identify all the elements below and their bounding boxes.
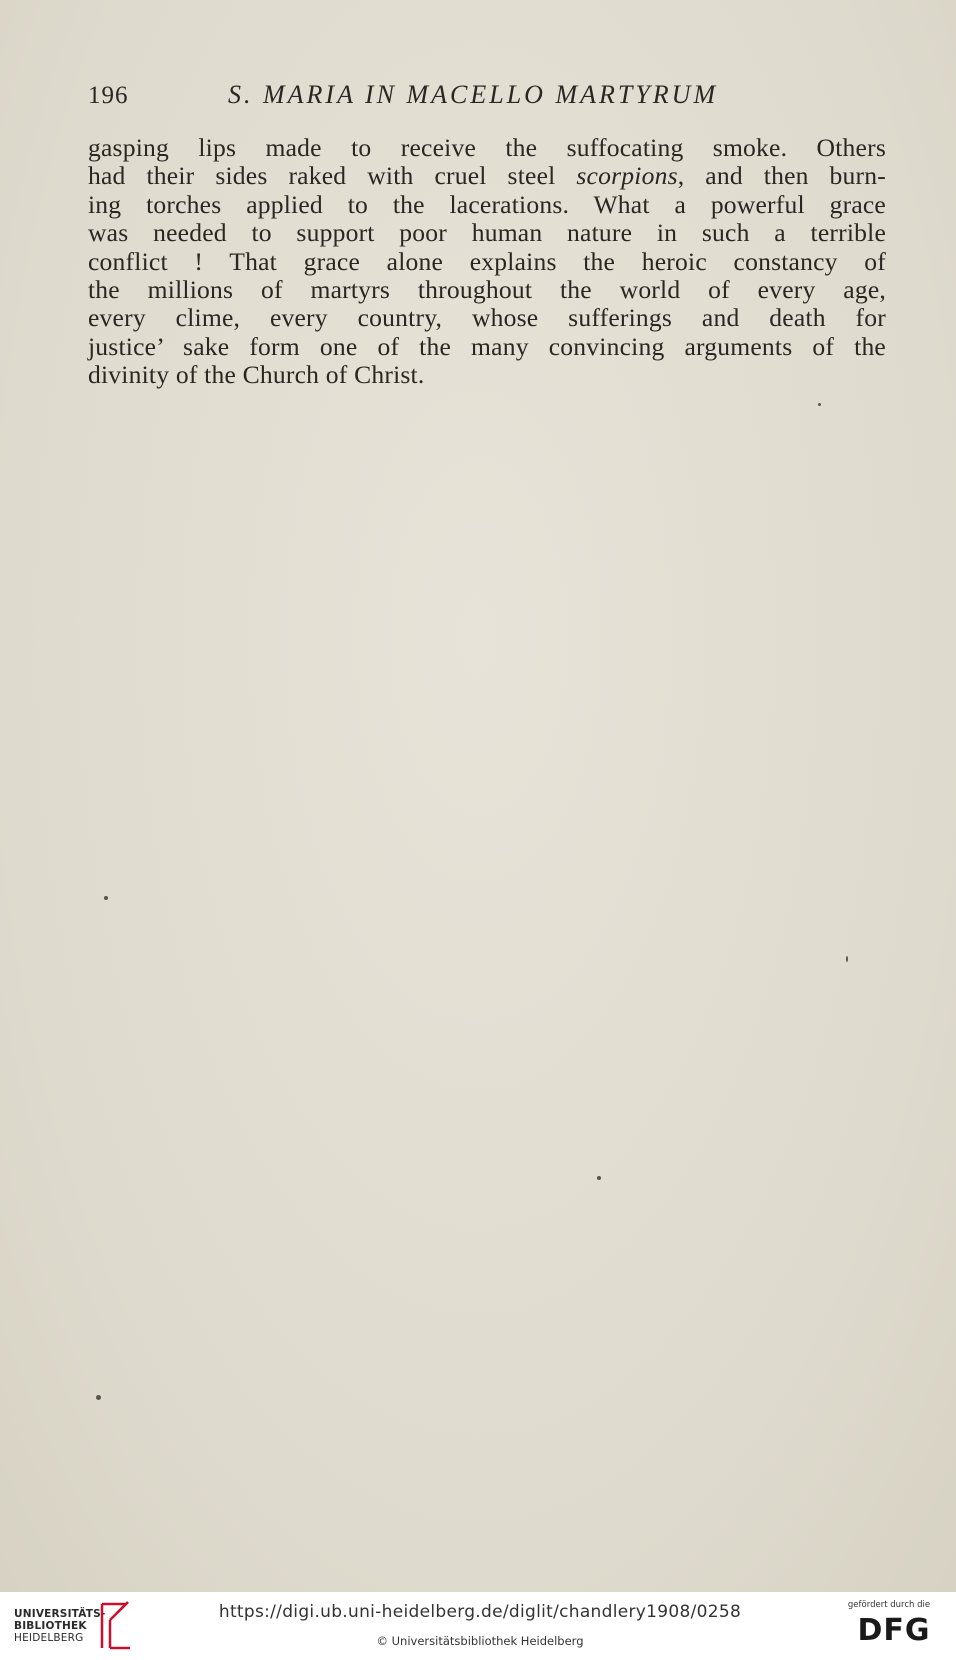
text-line: conflict ! That grace alone explains the heroic constancy of xyxy=(88,246,886,276)
library-name-line: UNIVERSITÄTS- xyxy=(14,1608,106,1620)
body-text xyxy=(88,134,886,390)
paper-speck xyxy=(597,1176,601,1180)
italic-word: scorpions xyxy=(576,161,678,191)
text-line: justice’ sake form one of the many convincing arguments of the xyxy=(88,331,886,361)
text-line xyxy=(88,162,886,190)
footer-bar xyxy=(0,1592,956,1660)
library-name-line: BIBLIOTHEK xyxy=(14,1620,87,1632)
paper-speck xyxy=(96,1395,101,1400)
text-line: the millions of martyrs throughout the world of every age, xyxy=(88,275,886,305)
dfg-logo: DFG xyxy=(857,1613,931,1648)
text-line: ing torches applied to the lacerations. What a powerful grace xyxy=(88,189,886,219)
sponsor-text: gefördert durch die xyxy=(847,1600,931,1610)
running-head xyxy=(88,78,888,114)
library-name-line: HEIDELBERG xyxy=(14,1632,84,1644)
text-line: was needed to support poor human nature in such a terrible xyxy=(88,218,886,248)
text-segment: had their sides raked with cruel steel xyxy=(88,161,577,191)
text-line: divinity of the Church of Christ. xyxy=(88,360,425,390)
paper-speck xyxy=(818,403,821,406)
copyright-notice: © Universitätsbibliothek Heidelberg xyxy=(376,1634,584,1648)
text-segment: , and then burn- xyxy=(677,161,886,191)
page-number: 196 xyxy=(88,82,129,109)
text-line: every clime, every country, whose sufferings and death for xyxy=(88,303,886,333)
text-line: gasping lips made to receive the suffocating smoke. Others xyxy=(88,133,886,162)
running-title: S. MARIA IN MACELLO MARTYRUM xyxy=(228,80,719,109)
library-logo-icon xyxy=(98,1600,134,1652)
paper-speck xyxy=(846,956,848,962)
paper-speck xyxy=(104,896,108,900)
permalink-url[interactable]: https://digi.ub.uni-heidelberg.de/diglit/chandlery1908/0258 xyxy=(218,1602,742,1622)
